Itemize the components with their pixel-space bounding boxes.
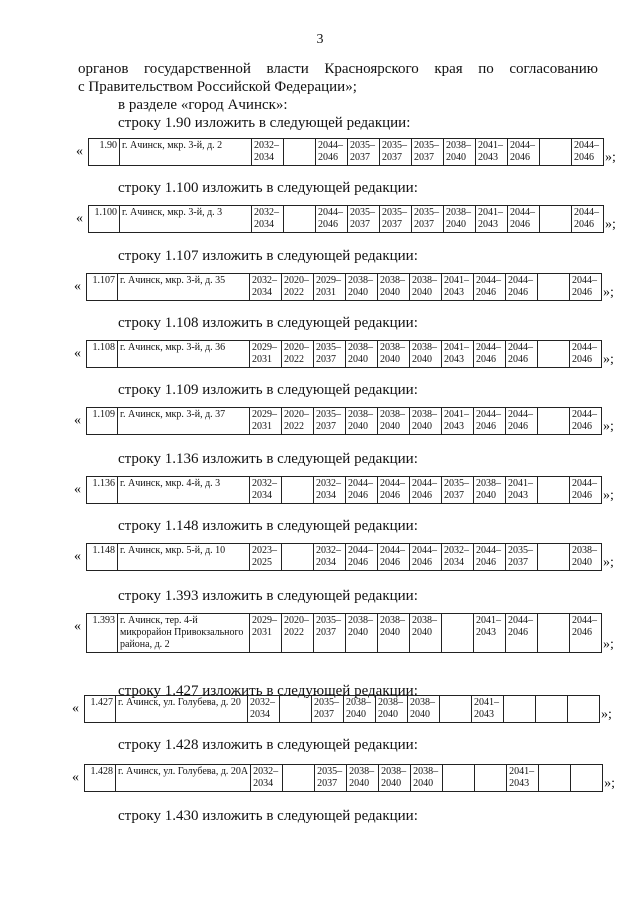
address-cell: г. Ачинск, мкр. 3-й, д. 36 xyxy=(118,341,250,368)
year-range-cell xyxy=(536,696,568,723)
year-range-cell xyxy=(282,477,314,504)
year-range-cell: 2044– 2046 xyxy=(474,544,506,571)
year-range-cell xyxy=(284,206,316,233)
amendment-table xyxy=(86,273,602,301)
year-range-cell: 2044– 2046 xyxy=(378,544,410,571)
close-quote: »; xyxy=(603,637,614,652)
row-number-cell: 1.148 xyxy=(87,544,118,571)
year-range-cell: 2038– 2040 xyxy=(411,765,443,792)
year-range-cell: 2035– 2037 xyxy=(442,477,474,504)
year-range-cell xyxy=(282,544,314,571)
year-range-cell: 2035– 2037 xyxy=(380,206,412,233)
year-range-cell: 2044– 2046 xyxy=(346,544,378,571)
year-range-cell: 2038– 2040 xyxy=(378,274,410,301)
year-range-cell xyxy=(540,139,572,166)
amendment-table xyxy=(86,407,602,435)
table-row-cells xyxy=(87,341,602,368)
row-heading-last: строку 1.430 изложить в следующей редакции: xyxy=(118,808,418,824)
close-quote: »; xyxy=(603,555,614,570)
year-range-cell: 2035– 2037 xyxy=(314,408,346,435)
table-row-cells xyxy=(85,765,603,792)
amendment-table xyxy=(84,695,600,723)
open-quote: « xyxy=(72,770,79,785)
row-heading: строку 1.427 изложить в следующей редакции: xyxy=(118,683,418,699)
year-range-cell: 2032– 2034 xyxy=(251,765,283,792)
year-range-cell: 2038– 2040 xyxy=(378,408,410,435)
year-range-cell: 2044– 2046 xyxy=(508,139,540,166)
row-heading: строку 1.148 изложить в следующей редакции: xyxy=(118,518,418,534)
row-heading: строку 1.136 изложить в следующей редакции: xyxy=(118,451,418,467)
year-range-cell: 2032– 2034 xyxy=(252,139,284,166)
year-range-cell: 2035– 2037 xyxy=(314,341,346,368)
intro-text xyxy=(78,60,598,132)
table-row xyxy=(74,273,614,301)
year-range-cell: 2032– 2034 xyxy=(314,544,346,571)
close-quote: »; xyxy=(603,488,614,503)
year-range-cell: 2020– 2022 xyxy=(282,274,314,301)
open-quote: « xyxy=(72,701,79,716)
year-range-cell: 2035– 2037 xyxy=(412,139,444,166)
year-range-cell: 2038– 2040 xyxy=(346,341,378,368)
year-range-cell: 2035– 2037 xyxy=(412,206,444,233)
year-range-cell: 2044– 2046 xyxy=(570,614,602,653)
table-row xyxy=(76,138,616,166)
row-heading: строку 1.100 изложить в следующей редакции: xyxy=(118,180,418,196)
table-row-cells xyxy=(87,477,602,504)
table-row-cells xyxy=(87,408,602,435)
year-range-cell xyxy=(538,341,570,368)
year-range-cell: 2044– 2046 xyxy=(316,206,348,233)
year-range-cell: 2029– 2031 xyxy=(314,274,346,301)
open-quote: « xyxy=(74,619,81,634)
address-cell: г. Ачинск, мкр. 3-й, д. 3 xyxy=(120,206,252,233)
year-range-cell: 2041– 2043 xyxy=(474,614,506,653)
row-number-cell: 1.109 xyxy=(87,408,118,435)
row-heading: строку 1.107 изложить в следующей редакции: xyxy=(118,248,418,264)
year-range-cell: 2044– 2046 xyxy=(572,139,604,166)
year-range-cell: 2020– 2022 xyxy=(282,341,314,368)
year-range-cell: 2038– 2040 xyxy=(346,614,378,653)
year-range-cell: 2041– 2043 xyxy=(442,274,474,301)
amendment-table xyxy=(88,205,604,233)
close-quote: »; xyxy=(601,707,612,722)
amendment-table xyxy=(86,543,602,571)
year-range-cell: 2038– 2040 xyxy=(379,765,411,792)
year-range-cell: 2038– 2040 xyxy=(444,139,476,166)
table-row xyxy=(72,764,615,792)
address-cell: г. Ачинск, мкр. 3-й, д. 35 xyxy=(118,274,250,301)
row-heading: строку 1.428 изложить в следующей редакции: xyxy=(118,737,418,753)
table-row xyxy=(74,543,614,571)
table-row xyxy=(74,340,614,368)
address-cell: г. Ачинск, мкр. 5-й, д. 10 xyxy=(118,544,250,571)
row-number-cell: 1.428 xyxy=(85,765,116,792)
year-range-cell: 2044– 2046 xyxy=(570,274,602,301)
address-cell: г. Ачинск, мкр. 3-й, д. 2 xyxy=(120,139,252,166)
year-range-cell: 2041– 2043 xyxy=(442,408,474,435)
amendment-table xyxy=(88,138,604,166)
year-range-cell xyxy=(538,477,570,504)
close-quote: »; xyxy=(605,150,616,165)
year-range-cell: 2044– 2046 xyxy=(572,206,604,233)
year-range-cell: 2023– 2025 xyxy=(250,544,282,571)
close-quote: »; xyxy=(605,217,616,232)
year-range-cell xyxy=(539,765,571,792)
amendment-table xyxy=(86,340,602,368)
table-row xyxy=(76,205,616,233)
year-range-cell: 2038– 2040 xyxy=(444,206,476,233)
year-range-cell: 2044– 2046 xyxy=(506,274,538,301)
table-row-cells xyxy=(87,544,602,571)
year-range-cell: 2035– 2037 xyxy=(380,139,412,166)
close-quote: »; xyxy=(604,776,616,791)
row-number-cell: 1.136 xyxy=(87,477,118,504)
row-number-cell: 1.100 xyxy=(89,206,120,233)
year-range-cell: 2038– 2040 xyxy=(378,614,410,653)
row-number-cell: 1.108 xyxy=(87,341,118,368)
year-range-cell: 2044– 2046 xyxy=(570,408,602,435)
year-range-cell xyxy=(284,139,316,166)
table-row-cells xyxy=(89,139,604,166)
year-range-cell: 2041– 2043 xyxy=(472,696,504,723)
row-heading: строку 1.109 изложить в следующей редакции: xyxy=(118,382,418,398)
year-range-cell: 2041– 2043 xyxy=(506,477,538,504)
year-range-cell: 2035– 2037 xyxy=(506,544,538,571)
year-range-cell: 2044– 2046 xyxy=(378,477,410,504)
year-range-cell xyxy=(442,614,474,653)
year-range-cell: 2044– 2046 xyxy=(474,274,506,301)
year-range-cell: 2032– 2034 xyxy=(250,274,282,301)
year-range-cell: 2044– 2046 xyxy=(570,341,602,368)
year-range-cell xyxy=(571,765,603,792)
open-quote: « xyxy=(74,346,81,361)
open-quote: « xyxy=(74,482,81,497)
row-heading: строку 1.393 изложить в следующей редакции: xyxy=(118,588,418,604)
address-cell: г. Ачинск, ул. Голубева, д. 20 xyxy=(116,696,248,723)
year-range-cell: 2035– 2037 xyxy=(312,696,344,723)
table-row xyxy=(74,613,614,653)
year-range-cell: 2032– 2034 xyxy=(248,696,280,723)
open-quote: « xyxy=(74,549,81,564)
year-range-cell xyxy=(504,696,536,723)
year-range-cell: 2035– 2037 xyxy=(315,765,347,792)
year-range-cell: 2044– 2046 xyxy=(316,139,348,166)
year-range-cell: 2038– 2040 xyxy=(346,274,378,301)
year-range-cell xyxy=(538,408,570,435)
year-range-cell: 2020– 2022 xyxy=(282,408,314,435)
year-range-cell: 2029– 2031 xyxy=(250,341,282,368)
year-range-cell: 2032– 2034 xyxy=(314,477,346,504)
year-range-cell: 2038– 2040 xyxy=(410,341,442,368)
year-range-cell xyxy=(540,206,572,233)
year-range-cell: 2035– 2037 xyxy=(348,206,380,233)
intro-line-1: органов государственной власти Красноярского края по согласованию xyxy=(78,61,598,77)
page-number: 3 xyxy=(316,32,324,47)
year-range-cell: 2041– 2043 xyxy=(507,765,539,792)
year-range-cell: 2035– 2037 xyxy=(314,614,346,653)
row-number-cell: 1.427 xyxy=(85,696,116,723)
address-cell: г. Ачинск, ул. Голубева, д. 20А xyxy=(116,765,251,792)
year-range-cell: 2044– 2046 xyxy=(506,614,538,653)
close-quote: »; xyxy=(603,285,614,300)
year-range-cell xyxy=(443,765,475,792)
year-range-cell: 2038– 2040 xyxy=(346,408,378,435)
year-range-cell: 2044– 2046 xyxy=(570,477,602,504)
year-range-cell: 2041– 2043 xyxy=(476,206,508,233)
year-range-cell: 2044– 2046 xyxy=(506,341,538,368)
amendment-table xyxy=(84,764,603,792)
table-row-cells xyxy=(85,696,600,723)
row-number-cell: 1.90 xyxy=(89,139,120,166)
year-range-cell: 2038– 2040 xyxy=(376,696,408,723)
year-range-cell: 2044– 2046 xyxy=(508,206,540,233)
close-quote: »; xyxy=(603,419,614,434)
open-quote: « xyxy=(76,144,83,159)
table-row-cells xyxy=(89,206,604,233)
table-row-cells xyxy=(87,614,602,653)
year-range-cell: 2044– 2046 xyxy=(410,477,442,504)
year-range-cell: 2038– 2040 xyxy=(344,696,376,723)
intro-line-4: строку 1.90 изложить в следующей редакции: xyxy=(118,115,411,131)
year-range-cell xyxy=(538,614,570,653)
year-range-cell: 2041– 2043 xyxy=(476,139,508,166)
year-range-cell xyxy=(280,696,312,723)
open-quote: « xyxy=(74,413,81,428)
year-range-cell: 2038– 2040 xyxy=(410,614,442,653)
year-range-cell: 2041– 2043 xyxy=(442,341,474,368)
table-row xyxy=(74,476,614,504)
year-range-cell: 2044– 2046 xyxy=(474,408,506,435)
year-range-cell: 2029– 2031 xyxy=(250,614,282,653)
year-range-cell: 2038– 2040 xyxy=(570,544,602,571)
year-range-cell xyxy=(475,765,507,792)
address-cell: г. Ачинск, тер. 4-й микрорайон Привокзального района, д. 2 xyxy=(118,614,250,653)
amendment-table xyxy=(86,476,602,504)
year-range-cell: 2044– 2046 xyxy=(410,544,442,571)
year-range-cell: 2035– 2037 xyxy=(348,139,380,166)
year-range-cell: 2038– 2040 xyxy=(408,696,440,723)
year-range-cell: 2038– 2040 xyxy=(378,341,410,368)
row-number-cell: 1.393 xyxy=(87,614,118,653)
year-range-cell xyxy=(538,274,570,301)
intro-line-3: в разделе «город Ачинск»: xyxy=(118,97,288,113)
amendment-table xyxy=(86,613,602,653)
address-cell: г. Ачинск, мкр. 4-й, д. 3 xyxy=(118,477,250,504)
year-range-cell xyxy=(568,696,600,723)
year-range-cell: 2038– 2040 xyxy=(410,274,442,301)
year-range-cell xyxy=(538,544,570,571)
row-heading: строку 1.108 изложить в следующей редакции: xyxy=(118,315,418,331)
year-range-cell xyxy=(440,696,472,723)
year-range-cell: 2044– 2046 xyxy=(346,477,378,504)
table-row xyxy=(74,407,614,435)
year-range-cell: 2032– 2034 xyxy=(250,477,282,504)
table-row xyxy=(72,695,612,723)
year-range-cell: 2038– 2040 xyxy=(474,477,506,504)
address-cell: г. Ачинск, мкр. 3-й, д. 37 xyxy=(118,408,250,435)
year-range-cell: 2038– 2040 xyxy=(347,765,379,792)
year-range-cell: 2020– 2022 xyxy=(282,614,314,653)
year-range-cell: 2038– 2040 xyxy=(410,408,442,435)
close-quote: »; xyxy=(603,352,614,367)
year-range-cell: 2032– 2034 xyxy=(442,544,474,571)
year-range-cell: 2032– 2034 xyxy=(252,206,284,233)
row-number-cell: 1.107 xyxy=(87,274,118,301)
year-range-cell: 2044– 2046 xyxy=(506,408,538,435)
open-quote: « xyxy=(74,279,81,294)
year-range-cell: 2029– 2031 xyxy=(250,408,282,435)
open-quote: « xyxy=(76,211,83,226)
intro-line-2: с Правительством Российской Федерации»; xyxy=(78,79,357,95)
year-range-cell xyxy=(283,765,315,792)
table-row-cells xyxy=(87,274,602,301)
year-range-cell: 2044– 2046 xyxy=(474,341,506,368)
